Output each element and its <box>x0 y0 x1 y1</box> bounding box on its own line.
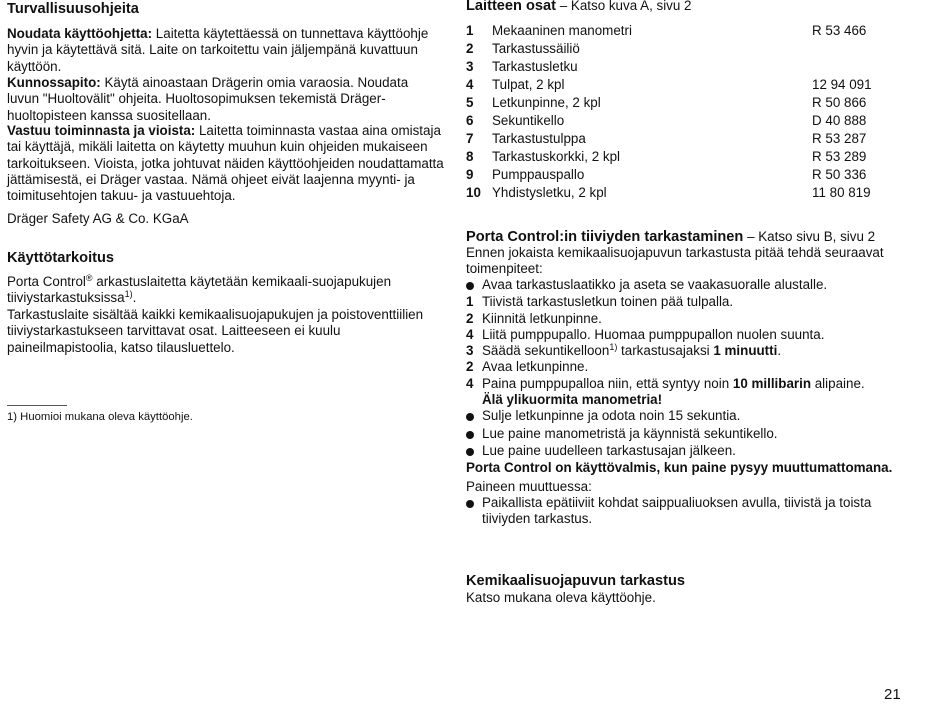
part-name: Sekuntikello <box>492 113 565 128</box>
part-name: Letkunpinne, 2 kpl <box>492 95 601 110</box>
purpose-p1-b: arkastuslaitetta käytetään kemikaali-suojapukujen tiiviystarkastuksissa <box>7 274 392 306</box>
part-number: 5 <box>466 95 474 110</box>
purpose-paragraph-1 <box>7 274 427 307</box>
bullet-marker <box>466 408 482 425</box>
part-code: R 50 336 <box>812 167 867 182</box>
part-number: 3 <box>466 59 474 74</box>
step-number: 2 <box>466 310 474 326</box>
list-item <box>466 426 916 443</box>
part-code: R 53 466 <box>812 23 867 38</box>
list-item <box>466 166 912 184</box>
step-text: Avaa letkunpinne. <box>482 359 589 375</box>
list-item <box>466 148 912 166</box>
list-item <box>466 22 912 40</box>
list-item <box>466 40 912 58</box>
list-item <box>466 311 916 327</box>
list-item <box>466 343 916 359</box>
pressure-change-label: Paineen muuttuessa: <box>466 479 592 494</box>
safety-heading: Turvallisuusohjeita <box>7 1 139 17</box>
step-text: Paina pumppupalloa niin, että syntyy noin 10 millibarin alipaine. Älä ylikuormita manometria! <box>482 375 865 408</box>
step-text: Tiivistä tarkastusletkun toinen pää tulpalla. <box>482 294 734 310</box>
part-name: Pumppauspallo <box>492 167 585 182</box>
part-code: R 53 289 <box>812 149 867 164</box>
registered-mark: ® <box>85 273 93 283</box>
list-item <box>466 495 896 528</box>
bullet-marker <box>466 426 482 443</box>
part-code: R 53 287 <box>812 131 867 146</box>
tightness-heading <box>466 228 875 246</box>
step-text: Liitä pumppupallo. Huomaa pumppupallon nuolen suunta. <box>482 326 825 342</box>
parts-heading-title: Laitteen osat <box>466 0 557 14</box>
part-number: 6 <box>466 113 474 128</box>
part-number: 1 <box>466 23 474 38</box>
safety-p1-text: Laitetta käytettäessä on tunnettava käyttöohje hyvin ja käytettävä sitä. Laite on tarkoitettu vain jäljempänä kuvattuun käyttöön. <box>7 26 429 74</box>
part-name: Tulpat, 2 kpl <box>492 77 565 92</box>
suit-check-text: Katso mukana oleva käyttöohje. <box>466 590 656 605</box>
safety-p2-text: Käytä ainoastaan Drägerin omia varaosia. Noudata luvun "Huoltovälit" ohjeita. Huoltosopimuksen tekemistä Dräger-huoltopisteen kanssa suositellaan. <box>7 75 409 123</box>
list-item <box>466 112 912 130</box>
bullet-marker <box>466 277 482 294</box>
parts-list <box>466 22 912 202</box>
step-text: Sulje letkunpinne ja odota noin 15 sekuntia. <box>482 408 741 424</box>
list-item <box>466 294 916 310</box>
list-item <box>466 184 912 202</box>
safety-instructions-paragraph <box>7 26 439 75</box>
step-number: 2 <box>466 359 474 375</box>
part-name: Tarkastustulppa <box>492 131 586 146</box>
maintenance-paragraph <box>7 75 419 124</box>
parts-heading <box>466 0 691 15</box>
part-number: 10 <box>466 185 481 200</box>
ready-statement: Porta Control on käyttövalmis, kun paine pysyy muuttumattomana. <box>466 460 893 476</box>
page-number: 21 <box>884 686 901 703</box>
safety-p3-text: Laitetta toiminnasta vastaa aina omistaja tai käyttäjä, mikäli laitetta on käytetty muuhun kuin ohjeiden mukaiseen tarkoitukseen. Vioista, jotka johtuvat näiden käyttöohjeiden noudattamatta jättämisestä, ei Dräger vastaa. Nämä ohjeet eivät laajenna myynti- ja toimitusehtojen takuu- ja vastuuehtoja. <box>7 123 444 204</box>
purpose-p1-a: Porta Control <box>7 274 86 289</box>
step-text: Kiinnitä letkunpinne. <box>482 310 602 326</box>
purpose-heading: Käyttötarkoitus <box>7 250 115 266</box>
part-number: 9 <box>466 167 474 182</box>
purpose-paragraph-2: Tarkastuslaite sisältää kaikki kemikaalisuojapukujen ja poistoventtiilien tiiviystarkastukseen tarvittavat osat. Laitteeseen ei kuulu paineilmapistoolia, katso tilausluettelo. <box>7 307 424 355</box>
step-text: Lue paine uudelleen tarkastusajan jälkeen. <box>482 442 736 458</box>
step-text: Avaa tarkastuslaatikko ja aseta se vaakasuoralle alustalle. <box>482 277 828 292</box>
list-item <box>466 408 916 425</box>
part-number: 2 <box>466 41 474 56</box>
list-item <box>466 327 916 343</box>
part-code: D 40 888 <box>812 113 867 128</box>
part-name: Tarkastussäiliö <box>492 41 580 56</box>
suit-check-heading: Kemikaalisuojapuvun tarkastus <box>466 573 685 589</box>
part-name: Tarkastusletku <box>492 59 578 74</box>
list-item <box>466 443 916 460</box>
list-item <box>466 76 912 94</box>
part-number: 7 <box>466 131 474 146</box>
list-item <box>466 130 912 148</box>
list-item <box>466 376 916 409</box>
list-item <box>466 94 912 112</box>
tightness-steps <box>466 277 916 477</box>
step-text: Lue paine manometristä ja käynnistä sekuntikello. <box>482 425 778 441</box>
safety-p2-label: Kunnossapito: <box>7 75 101 90</box>
tightness-intro: Ennen jokaista kemikaalisuojapuvun tarkastusta pitää tehdä seuraavat toimenpiteet: <box>466 245 884 277</box>
step-number: 4 <box>466 375 474 391</box>
safety-p3-label: Vastuu toiminnasta ja vioista: <box>7 123 196 138</box>
tightness-heading-title: Porta Control:in tiiviyden tarkastaminen <box>466 229 744 245</box>
step-text: Säädä sekuntikelloon$^{1)}$ tarkastusajaksi 1 minuutti. <box>482 342 782 359</box>
footnote-ref: 1) <box>609 342 618 353</box>
part-name: Tarkastuskorkki, 2 kpl <box>492 149 620 164</box>
part-code: R 50 866 <box>812 95 867 110</box>
part-code: 11 80 819 <box>812 185 871 200</box>
list-item <box>466 277 916 294</box>
part-number: 4 <box>466 77 474 92</box>
purpose-p1-end: . <box>132 290 137 306</box>
list-item <box>466 359 916 375</box>
step-number: 1 <box>466 294 474 310</box>
footnote-divider <box>7 405 67 406</box>
safety-p1-label: Noudata käyttöohjetta: <box>7 26 153 41</box>
step-text: Paikallista epätiiviit kohdat saippualiuoksen avulla, tiivistä ja toista tiiviyden tarkastus. <box>482 495 872 527</box>
company-name: Dräger Safety AG & Co. KGaA <box>7 211 189 226</box>
step-number: 3 <box>466 343 474 359</box>
part-name: Yhdistysletku, 2 kpl <box>492 185 607 200</box>
part-number: 8 <box>466 149 474 164</box>
part-code <box>812 58 912 76</box>
part-name: Mekaaninen manometri <box>492 23 632 38</box>
liability-paragraph <box>7 123 445 204</box>
tightness-heading-ref: – Katso sivu B, sivu 2 <box>743 229 876 244</box>
bullet-marker <box>466 443 482 460</box>
warning-text: Älä ylikuormita manometria! <box>482 392 663 408</box>
bullet-marker <box>466 495 482 528</box>
part-code <box>812 40 912 58</box>
footnote: 1) Huomioi mukana oleva käyttöohje. <box>7 411 193 423</box>
list-item <box>466 58 912 76</box>
part-code: 12 94 091 <box>812 77 872 92</box>
footnote-ref: 1) <box>124 289 133 300</box>
parts-heading-ref: – Katso kuva A, sivu 2 <box>556 0 692 13</box>
step-number: 4 <box>466 326 474 342</box>
